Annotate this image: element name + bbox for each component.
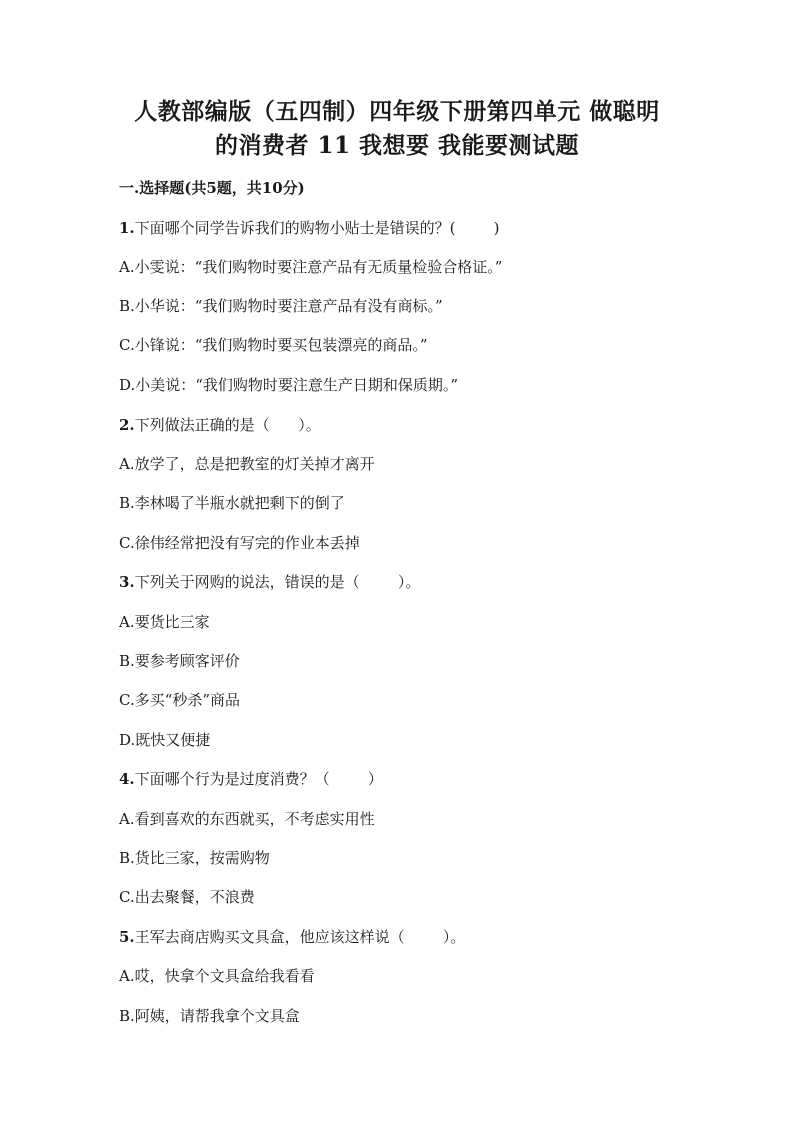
question-3-option-a: A.要货比三家 [119,613,210,631]
question-number: 3. [119,573,135,591]
question-1-option-c: C.小锋说：“我们购物时要买包装漂亮的商品。” [119,336,428,354]
question-number: 4. [119,770,135,788]
question-4-option-a: A.看到喜欢的东西就买，不考虑实用性 [119,810,375,828]
page-title-line-2: 的消费者 11 我想要 我能要测试题 [214,132,580,159]
question-2-option-b: B.李林喝了半瓶水就把剩下的倒了 [119,494,345,512]
question-1-option-a: A.小雯说：“我们购物时要注意产品有无质量检验合格证。” [119,258,503,276]
page-title-line-1: 人教部编版（五四制）四年级下册第四单元 做聪明 [134,98,660,125]
question-stem: 下列做法正确的是（ ）。 [134,416,321,434]
question-1 [119,218,500,238]
question-stem: 王军去商店购买文具盒，他应该这样说（ ）。 [134,928,466,946]
question-stem: 下列关于网购的说法，错误的是（ ）。 [134,573,421,591]
question-5-option-b: B.阿姨，请帮我拿个文具盒 [119,1007,300,1025]
question-1-option-d: D.小美说：“我们购物时要注意生产日期和保质期。” [119,376,459,394]
question-5 [119,927,465,947]
section-heading: 一.选择题(共5题，共10分) [119,179,305,197]
question-3 [119,572,420,592]
question-3-option-c: C.多买“秒杀”商品 [119,691,241,709]
question-2 [119,415,321,435]
question-3-option-b: B.要参考顾客评价 [119,652,240,670]
question-number: 1. [119,219,135,237]
question-stem: 下面哪个行为是过度消费？（ ） [134,770,383,788]
question-number: 2. [119,416,135,434]
question-3-option-d: D.既快又便捷 [119,731,211,749]
question-5-option-a: A.哎，快拿个文具盒给我看看 [119,967,315,985]
question-4-option-b: B.货比三家，按需购物 [119,849,270,867]
question-4-option-c: C.出去聚餐，不浪费 [119,888,255,906]
question-1-option-b: B.小华说：“我们购物时要注意产品有没有商标。” [119,297,443,315]
question-number: 5. [119,928,135,946]
question-2-option-a: A.放学了，总是把教室的灯关掉才离开 [119,455,375,473]
question-4 [119,769,383,789]
question-2-option-c: C.徐伟经常把没有写完的作业本丢掉 [119,534,360,552]
question-stem: 下面哪个同学告诉我们的购物小贴士是错误的？( ) [134,219,500,237]
